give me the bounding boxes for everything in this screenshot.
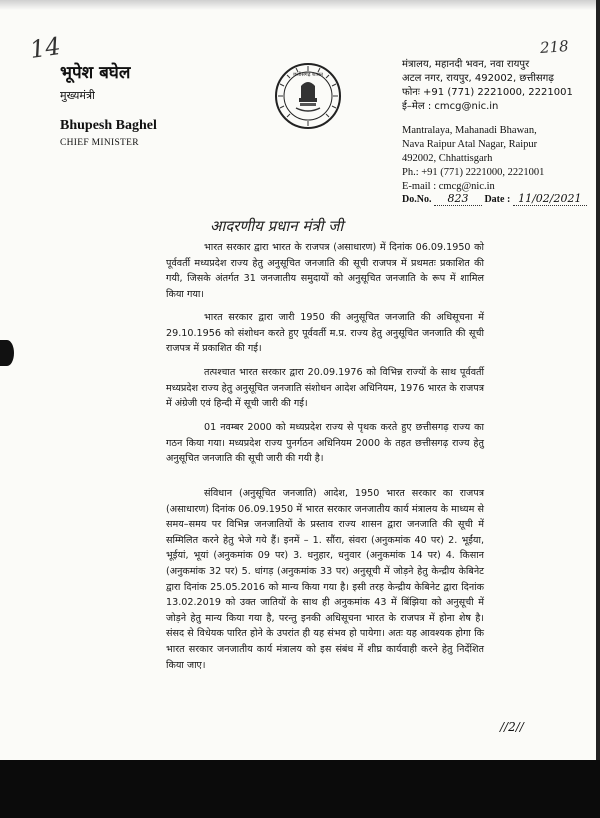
scan-bottom-border: [0, 760, 600, 818]
paragraph-text: भारत सरकार द्वारा जारी 1950 की अनुसूचित जनजाति की अधिसूचना में 29.10.1956 को संशोधन करते हुए पूर्ववर्ती म.प्र. राज्य हेतु अनुसूचित जनजाति की सूची राजपत्र में प्रकाशित की गई।: [166, 312, 484, 355]
body-paragraph: [166, 365, 484, 412]
address-english: [402, 124, 544, 194]
address-hindi-line: मंत्रालय, महानदी भवन, नवा रायपुर: [402, 59, 530, 70]
margin-mark-right: 218: [539, 37, 570, 57]
body-paragraph: [166, 240, 484, 302]
scan-top-edge: [0, 0, 600, 10]
sender-title-english: CHIEF MINISTER: [60, 138, 139, 148]
body-paragraph: [166, 310, 484, 357]
paragraph-text: तत्पश्चात भारत सरकार द्वारा 20.09.1976 को विभिन्न राज्यों के साथ पूर्ववर्ती मध्यप्रदेश राज्य हेतु अनुसूचित जनजाति संशोधन आदेश अधिनियम, 1976 भारत के राजपत्र में अंग्रेजी एवं हिन्दी में सूची जारी की गई।: [166, 367, 484, 410]
sender-name-english: Bhupesh Baghel: [60, 118, 157, 133]
paragraph-text: भारत सरकार द्वारा भारत के राजपत्र (असाधारण) में दिनांक 06.09.1950 को पूर्ववर्ती मध्यप्रदेश राज्य हेतु अनुसूचित जनजाति की सूची राजपत्र में प्रथमतः प्रकाशित की गयी, जिसके अंतर्गत 31 जनजातीय समुदायों को अनुसूचित जनजाति के रूप में शामिल किया गया।: [166, 242, 484, 300]
state-emblem-seal: [274, 62, 342, 130]
do-number-label: Do.No.: [402, 194, 432, 205]
seal-label: छत्तीसगढ़ शासन: [293, 72, 323, 78]
paragraph-text: 01 नवम्बर 2000 को मध्यप्रदेश राज्य से पृथक करते हुए छत्तीसगढ़ राज्य का गठन किया गया। मध्यप्रदेश राज्य पुनर्गठन अधिनियम 2000 के तहत छत्तीसगढ़ राज्य हेतु अनुसूचित जनजाति की सूची जारी की गयी है।: [166, 422, 484, 465]
address-english-line: Mantralaya, Mahanadi Bhawan,: [402, 125, 537, 136]
address-english-line: E-mail : cmcg@nic.in: [402, 181, 495, 192]
body-paragraph: [166, 486, 484, 673]
reference-line: [402, 192, 587, 206]
address-hindi: [402, 58, 573, 114]
date-label: Date :: [484, 194, 511, 205]
scan-right-edge: [596, 0, 600, 760]
date-value: 11/02/2021: [513, 192, 587, 206]
address-hindi-line: ई–मेल : cmcg@nic.in: [402, 101, 499, 112]
sender-title-hindi: मुख्यमंत्री: [60, 89, 95, 102]
margin-mark-left: 14: [28, 32, 63, 64]
do-number-value: 823: [434, 192, 482, 206]
punch-hole-mark: [0, 340, 14, 366]
page-continuation-marker: //2//: [500, 720, 524, 734]
sender-name-hindi: भूपेश बघेल: [60, 63, 131, 83]
paragraph-text: संविधान (अनुसूचित जनजाति) आदेश, 1950 भारत सरकार का राजपत्र (असाधारण) दिनांक 06.09.1950 में भारत सरकार जनजातीय कार्य मंत्रालय के माध्यम से समय–समय पर विभिन्न जनजातियों के प्रस्ताव राज्य शासन द्वारा जनजाति की सूची में सम्मिलित करने हेतु भेजे गये हैं। इनमें – 1. सौंरा, संवरा (अनुकमांक 40 पर) 2. भूईंया, भूईयां, भूयां (अनुकमांक 09 पर) 3. धनुहार, धनुवार (अनुकमांक 14 पर) 4. किसान (अनुकमांक 32 पर) 5. धांगड़ (अनुकमांक 33 पर) अनुसूची में जोड़ने हेतु केन्द्रीय केबिनेट द्वारा दिनांक 25.05.2016 को मान्य किया गया है। इसी तरह केन्द्रीय केबिनेट द्वारा दिनांक 13.02.2019 को उक्त जातियों के साथ ही अनुकमांक 43 में बिंझिया को अनुसूची में जोड़ने हेतु मान्य किया गया है, परन्तु इनकी अधिसूचना भारत के राजपत्र में होना शेष है। संसद से विधेयक पारित होने के उपरांत ही यह संभव हो पायेगा। अतः यह आवश्यक होगा कि भारत सरकार जनजातीय कार्य मंत्रालय को इस संबंध में शीघ्र कार्यवाही करने हेतु निर्देशित किया जाए।: [166, 488, 484, 671]
address-english-line: Ph.: +91 (771) 2221000, 2221001: [402, 167, 545, 178]
body-paragraph: [166, 420, 484, 467]
address-english-line: Nava Raipur Atal Nagar, Raipur: [402, 139, 538, 150]
address-hindi-line: अटल नगर, रायपुर, 492002, छत्तीसगढ़: [402, 73, 554, 84]
address-english-line: 492002, Chhattisgarh: [402, 153, 493, 164]
salutation: आदरणीय प्रधान मंत्री जी: [210, 217, 344, 235]
address-hindi-line: फोनः +91 (771) 2221000, 2221001: [402, 87, 573, 98]
